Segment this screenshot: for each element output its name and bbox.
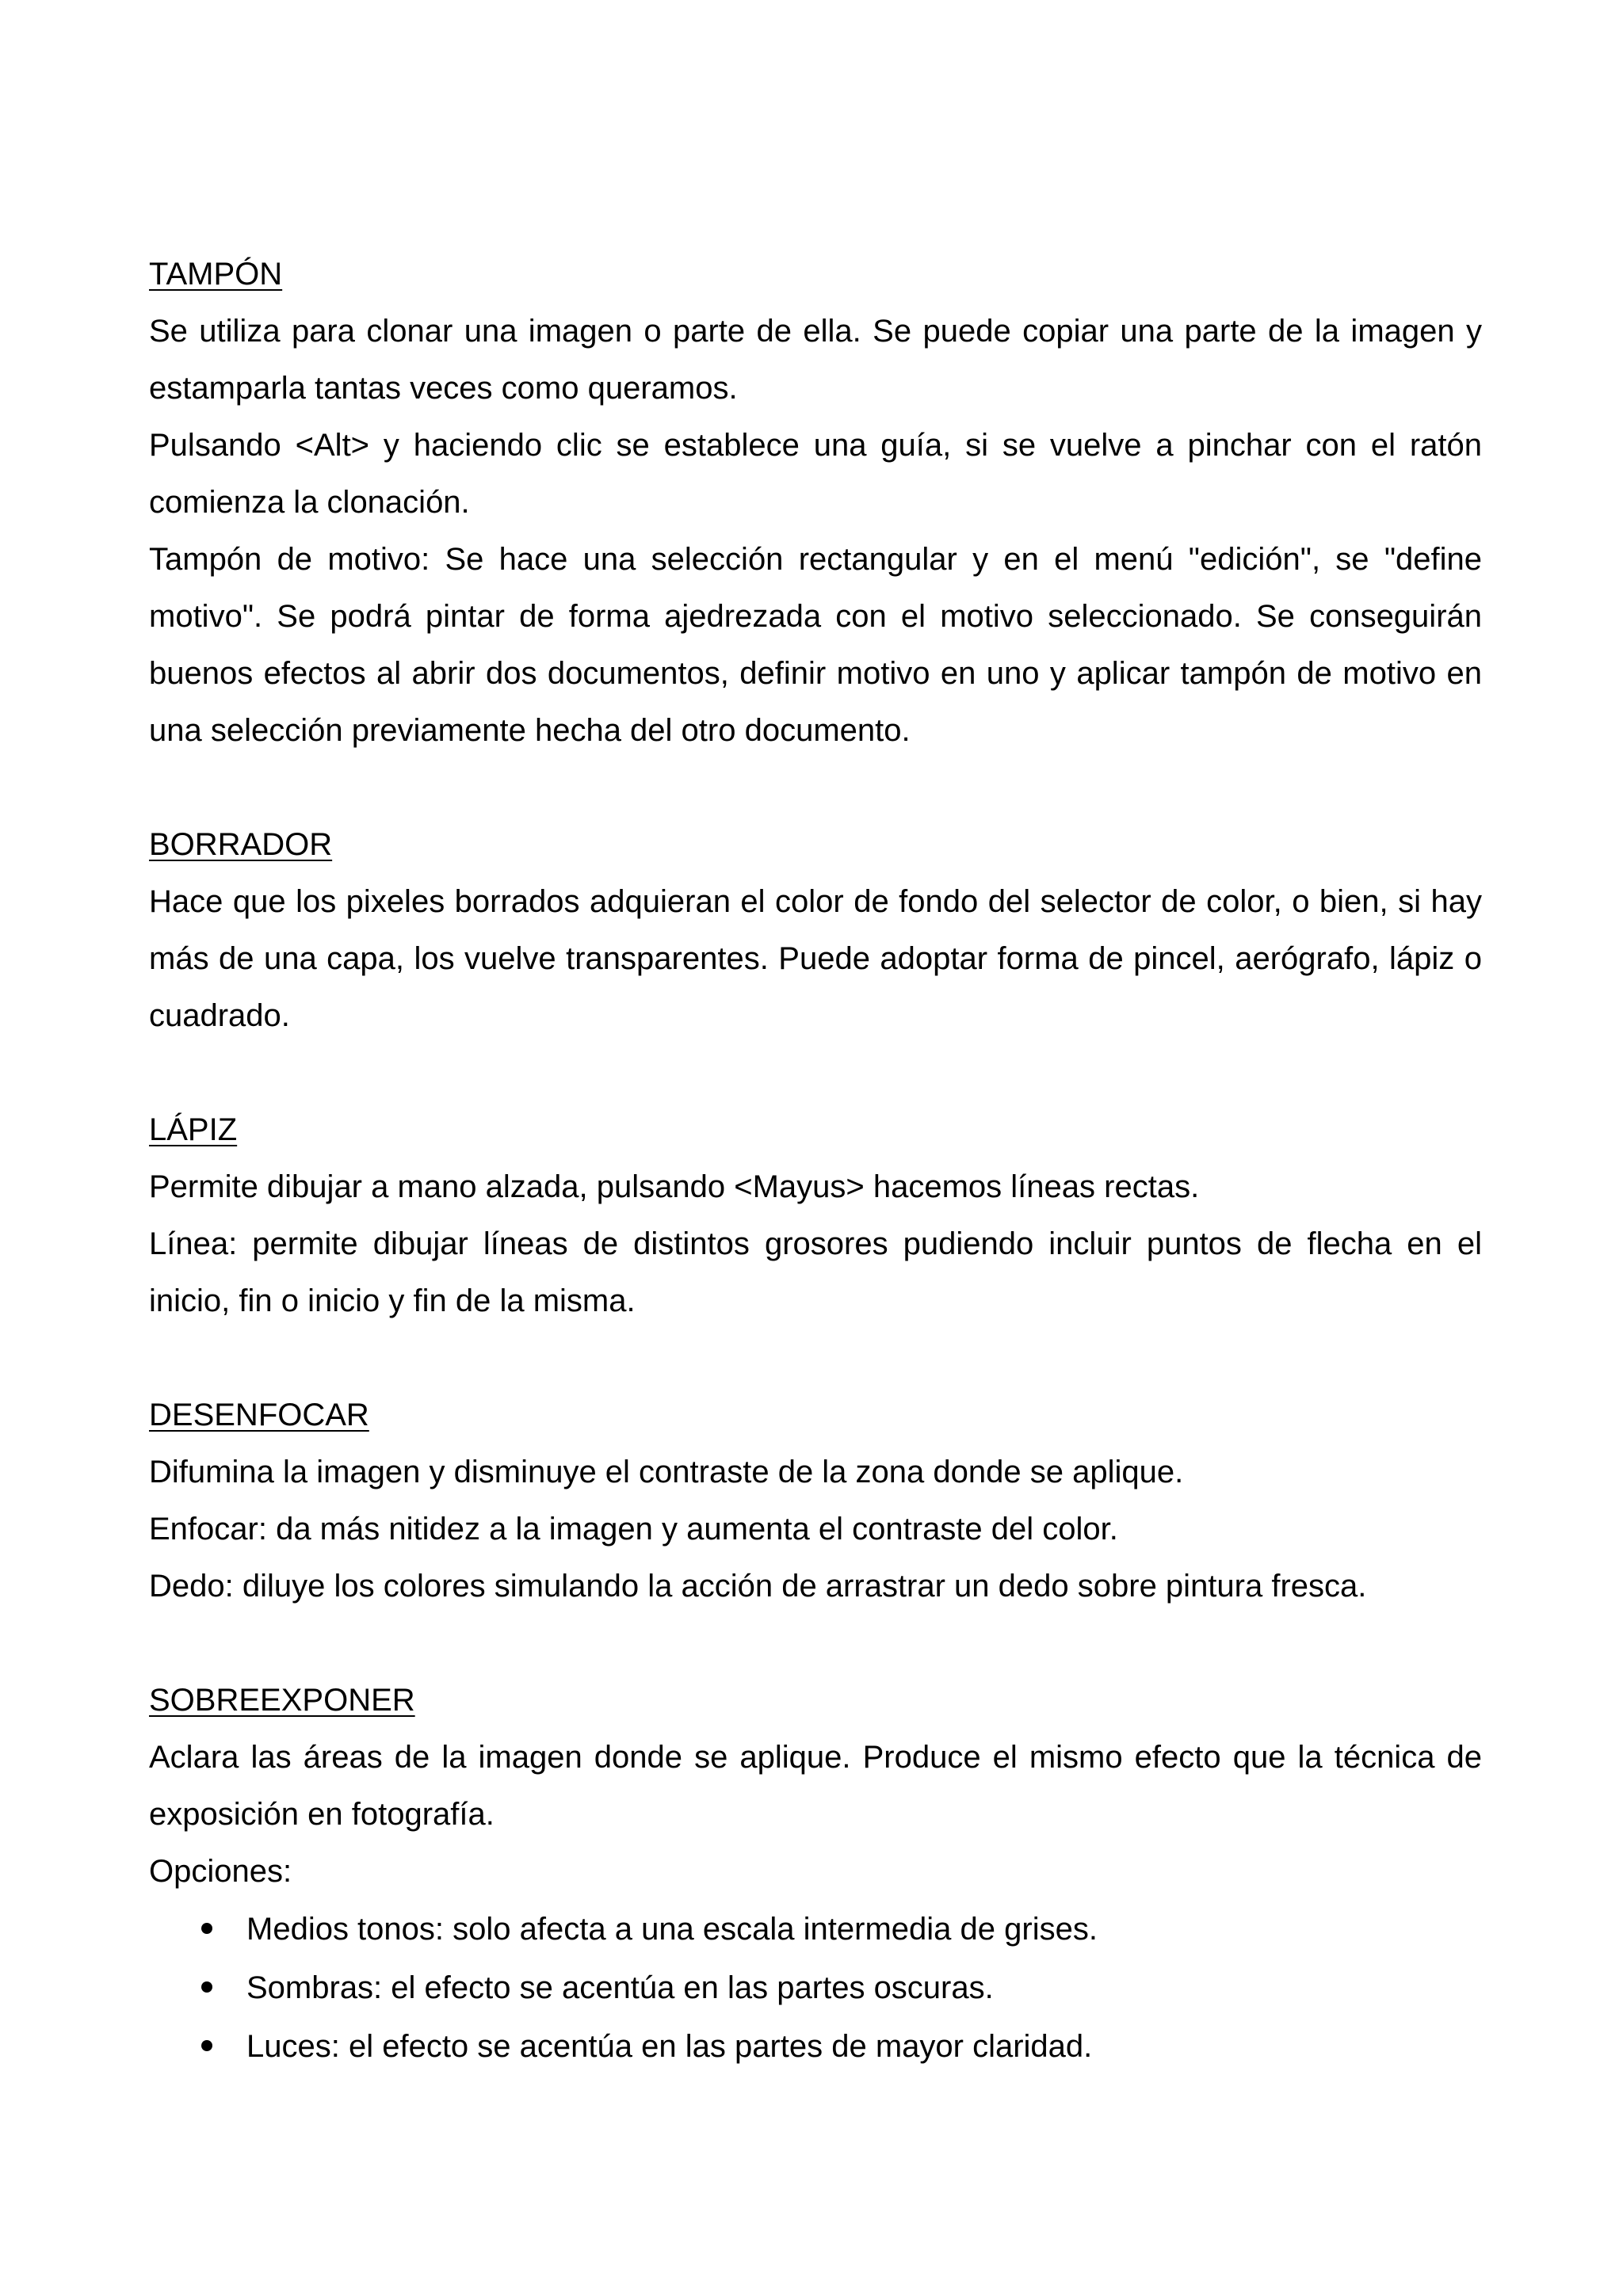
paragraph: Enfocar: da más nitidez a la imagen y aumenta el contraste del color. <box>149 1512 1118 1547</box>
list-item-text: Luces: el efecto se acentúa en las partes de mayor claridad. <box>246 2029 1093 2064</box>
section-sobreexponer <box>149 1672 1482 2076</box>
paragraph: Aclara las áreas de la imagen donde se aplique. Produce el mismo efecto que la técnica de exposición en fotografía. <box>149 1740 1482 1832</box>
paragraph: Hace que los pixeles borrados adquieran el color de fondo del selector de color, o bien, si hay más de una capa, los vuelve transparentes. Puede adoptar forma de pincel, aerógrafo, lápiz o cuadrado. <box>149 884 1482 1033</box>
section-heading: DESENFOCAR <box>149 1398 369 1432</box>
paragraph: Permite dibujar a mano alzada, pulsando <Mayus> hacemos líneas rectas. <box>149 1169 1200 1204</box>
bullet-icon <box>201 1981 212 1993</box>
paragraph: Se utiliza para clonar una imagen o parte de ella. Se puede copiar una parte de la imagen y estamparla tantas veces como queramos. <box>149 314 1482 406</box>
section-heading: LÁPIZ <box>149 1112 238 1147</box>
section-heading: TAMPÓN <box>149 257 283 292</box>
paragraph: Línea: permite dibujar líneas de distintos grosores pudiendo incluir puntos de flecha en el inicio, fin o inicio y fin de la misma. <box>149 1226 1482 1318</box>
list-item <box>149 1900 1482 1958</box>
paragraph: Tampón de motivo: Se hace una selección rectangular y en el menú "edición", se "define motivo". Se podrá pintar de forma ajedrezada con el motivo seleccionado. Se conseguirán buenos efectos al abrir dos documentos, definir motivo en uno y aplicar tampón de motivo en una selección previamente hecha del otro documento. <box>149 542 1482 748</box>
document-body <box>149 246 1482 2133</box>
list-item-text: Sombras: el efecto se acentúa en las partes oscuras. <box>246 1970 994 2005</box>
section-desenfocar <box>149 1386 1482 1615</box>
section-borrador <box>149 816 1482 1044</box>
paragraph: Opciones: <box>149 1854 292 1889</box>
paragraph: Pulsando <Alt> y haciendo clic se establece una guía, si se vuelve a pinchar con el ratón comienza la clonación. <box>149 428 1482 520</box>
section-heading: BORRADOR <box>149 827 333 862</box>
bullet-icon <box>201 2040 212 2051</box>
options-list <box>149 1900 1482 2076</box>
paragraph: Difumina la imagen y disminuye el contraste de la zona donde se aplique. <box>149 1455 1184 1489</box>
section-lapiz <box>149 1101 1482 1329</box>
section-tampon <box>149 246 1482 759</box>
list-item <box>149 1958 1482 2017</box>
section-heading: SOBREEXPONER <box>149 1683 415 1718</box>
bullet-icon <box>201 1923 212 1934</box>
list-item <box>149 2017 1482 2076</box>
paragraph: Dedo: diluye los colores simulando la acción de arrastrar un dedo sobre pintura fresca. <box>149 1569 1367 1604</box>
list-item-text: Medios tonos: solo afecta a una escala intermedia de grises. <box>246 1912 1098 1947</box>
